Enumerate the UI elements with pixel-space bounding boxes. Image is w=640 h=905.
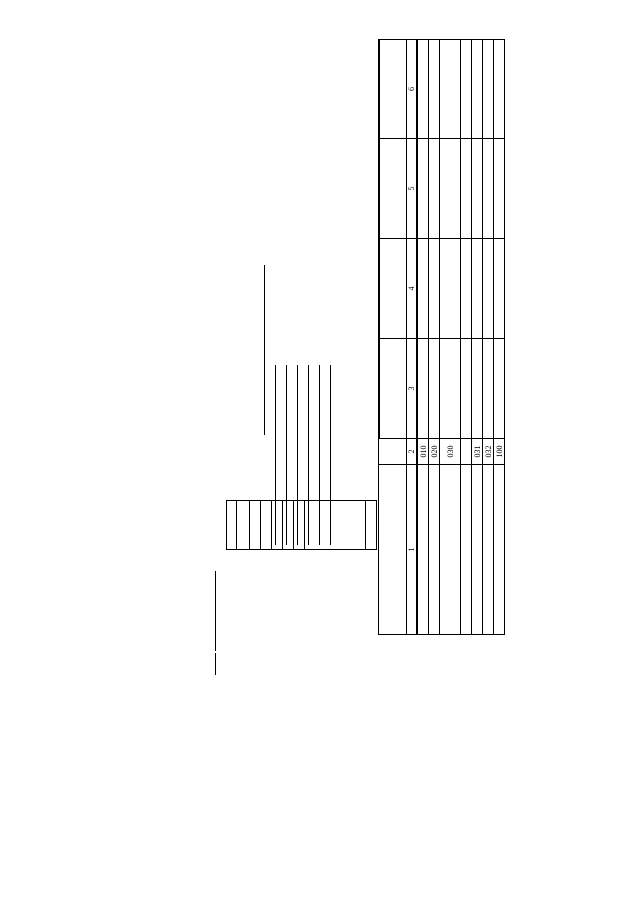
value-cell[interactable] — [494, 239, 505, 339]
value-cell[interactable] — [440, 139, 461, 239]
value-cell[interactable] — [429, 40, 440, 139]
value-cell[interactable] — [440, 339, 461, 439]
field-line-4[interactable] — [308, 365, 309, 545]
value-cell[interactable] — [429, 139, 440, 239]
col-header-current-year — [380, 339, 407, 439]
table-row: 030 — [440, 40, 461, 635]
value-cell[interactable] — [429, 339, 440, 439]
value-cell[interactable] — [472, 40, 483, 139]
table-row: 031 — [472, 40, 483, 635]
code-cell-bk-3[interactable] — [294, 501, 305, 550]
value-cell[interactable] — [417, 139, 429, 239]
value-cell[interactable] — [429, 239, 440, 339]
value-cell[interactable] — [461, 139, 472, 239]
value-cell[interactable] — [461, 339, 472, 439]
table-row: 010 — [417, 40, 429, 635]
table-row — [461, 40, 472, 635]
field-line-1[interactable] — [275, 365, 276, 545]
value-cell[interactable] — [417, 239, 429, 339]
field-line-0[interactable] — [264, 265, 265, 435]
value-cell[interactable] — [472, 239, 483, 339]
value-cell[interactable] — [483, 139, 494, 239]
code-cell-bk-2[interactable] — [283, 501, 294, 550]
value-cell[interactable] — [472, 339, 483, 439]
total-row: 100 — [494, 40, 505, 635]
codes-table — [226, 500, 377, 550]
value-cell[interactable] — [417, 40, 429, 139]
code-cell-chapter[interactable] — [261, 501, 272, 550]
code-cell-date[interactable] — [250, 501, 261, 550]
value-cell[interactable] — [472, 139, 483, 239]
col-header-name — [379, 465, 407, 635]
value-cell[interactable] — [461, 239, 472, 339]
field-line-2[interactable] — [286, 365, 287, 545]
value-cell[interactable] — [440, 239, 461, 339]
column-number-row: 1 2 3 4 5 6 — [407, 40, 418, 635]
field-line-3[interactable] — [297, 365, 298, 545]
code-cell-bk-1[interactable] — [272, 501, 283, 550]
table-row: 020 — [429, 40, 440, 635]
value-cell[interactable] — [417, 339, 429, 439]
value-cell[interactable] — [494, 139, 505, 239]
value-cell[interactable] — [461, 40, 472, 139]
value-cell[interactable] — [483, 239, 494, 339]
codes-side-labels — [253, 550, 325, 650]
form-fields-labels — [255, 155, 332, 305]
okud-code — [237, 501, 250, 550]
codes-header — [227, 501, 237, 550]
col-header-plan-year-2 — [380, 40, 407, 139]
code-cell-blank[interactable] — [305, 501, 366, 550]
col-header-next-year — [380, 239, 407, 339]
value-cell[interactable] — [494, 339, 505, 439]
okei-code — [366, 501, 377, 550]
value-cell[interactable] — [483, 339, 494, 439]
main-table — [378, 39, 505, 635]
col-header-plan-year-1 — [380, 139, 407, 239]
field-line-6[interactable] — [330, 365, 331, 545]
col-header-code — [379, 439, 407, 465]
value-cell[interactable] — [494, 40, 505, 139]
table-row: 032 — [483, 40, 494, 635]
value-cell[interactable] — [483, 40, 494, 139]
date-line — [208, 571, 219, 675]
value-cell[interactable] — [440, 40, 461, 139]
field-line-5[interactable] — [319, 365, 320, 545]
